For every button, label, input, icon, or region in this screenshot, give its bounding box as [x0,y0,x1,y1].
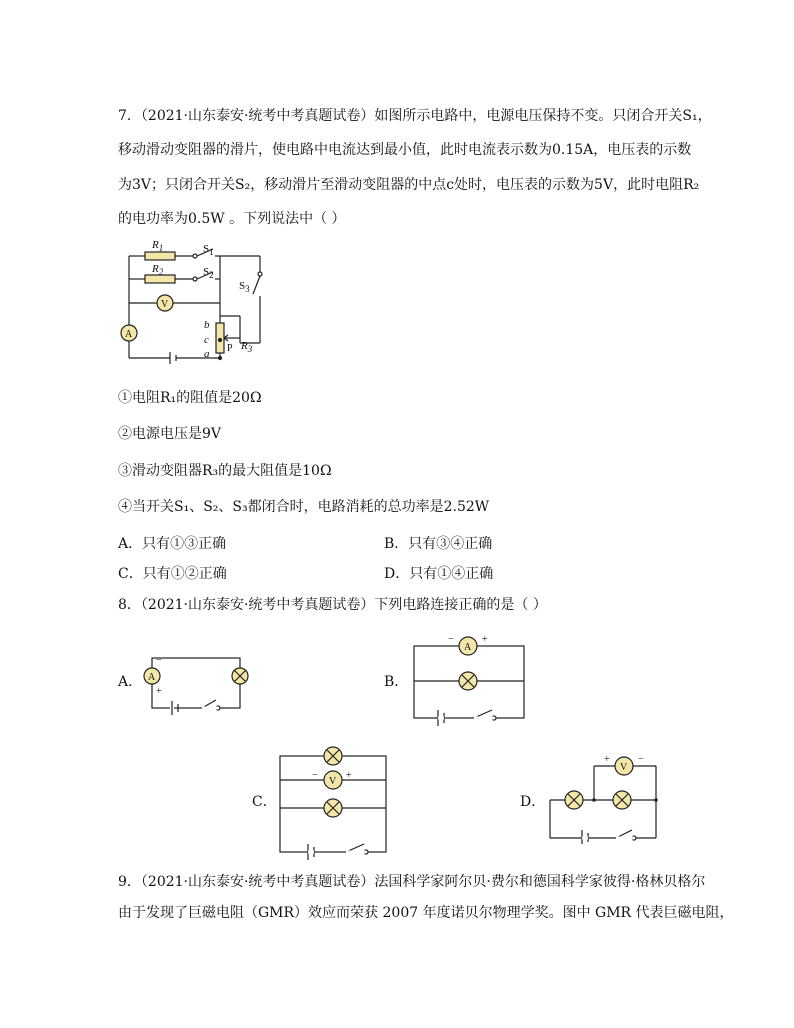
q8-d-minus: − [638,754,644,765]
q8-circuit-c[interactable] [272,742,397,860]
q8-b-plus: + [482,634,488,645]
q7-option-c[interactable]: C．只有①②正确 [118,566,227,582]
q7-line-2: 移动滑动变阻器的滑片，使电路中电流达到最小值，此时电流表示数为0.15A，电压表的示数 [118,142,692,158]
q7-statement-4: ④当开关S₁、S₂、S₃都闭合时，电路消耗的总功率是2.52W [118,499,490,515]
q7-circuit-diagram [115,236,275,366]
q8-d-plus: + [604,754,610,765]
q7-c-label: c [204,334,209,346]
q7-line-4: 的电功率为0.5W 。下列说法中（ ） [118,211,346,227]
q7-option-d[interactable]: D．只有①④正确 [384,566,494,582]
q8-option-d-label[interactable]: D． [520,794,546,810]
q7-statement-2: ②电源电压是9V [118,426,222,442]
q8-b-minus: − [448,634,454,645]
q7-r1-label: $R_1$ [152,239,164,253]
q7-a-label: a [204,348,210,360]
q7-voltmeter-symbol: V [161,299,169,310]
q7-r3-label: $R_3$ [241,340,253,354]
q9-line-1: 9．（2021·山东泰安·统考中考真题试卷）法国科学家阿尔贝·费尔和德国科学家彼得·格林贝格尔 [118,874,706,890]
q8-option-b-label[interactable]: B． [384,674,409,690]
q7-statement-3: ③滑动变阻器R₃的最大阻值是10Ω [118,463,332,479]
q8-a-plus: + [156,686,162,697]
q9-line-2: 由于发现了巨磁电阻（GMR）效应而荣获 2007 年度诺贝尔物理学奖。图中 GMR 代表巨磁电阻， [118,905,734,921]
q7-statement-1: ①电阻R₁的阻值是20Ω [118,390,262,406]
q7-r2-label: $R_2$ [152,263,164,277]
q7-s2-label: $S_2$ [203,266,214,280]
q8-circuit-b[interactable] [408,630,533,730]
q8-line-1: 8．（2021·山东泰安·统考中考真题试卷）下列电路连接正确的是（ ） [118,597,547,613]
q7-line-1: 7．（2021·山东泰安·统考中考真题试卷）如图所示电路中，电源电压保持不变。只闭合开关S₁， [118,108,712,124]
q8-d-voltmeter-symbol: V [620,762,628,773]
q8-circuit-d[interactable] [542,748,662,844]
q7-p-label: P [227,343,233,354]
q7-s1-label: $S_1$ [203,243,214,257]
q8-b-ammeter-symbol: A [464,642,472,653]
q8-option-c-label[interactable]: C． [252,794,277,810]
q8-c-voltmeter-symbol: V [329,776,337,787]
q8-option-a-label[interactable]: A． [118,674,143,690]
q8-c-minus: − [312,770,318,781]
q8-circuit-a[interactable] [140,650,260,720]
q7-option-a[interactable]: A．只有①③正确 [118,536,227,552]
q8-c-plus: + [346,770,352,781]
q7-s3-label: $S_3$ [239,280,250,294]
q7-ammeter-symbol: A [125,329,133,340]
q8-a-ammeter-symbol: A [148,672,156,683]
q8-a-minus: − [156,655,162,666]
q7-line-3: 为3V；只闭合开关S₂，移动滑片至滑动变阻器的中点c处时，电压表的示数为5V，此时电阻R₂ [118,177,700,193]
q7-b-label: b [204,319,210,331]
q7-option-b[interactable]: B．只有③④正确 [384,536,493,552]
